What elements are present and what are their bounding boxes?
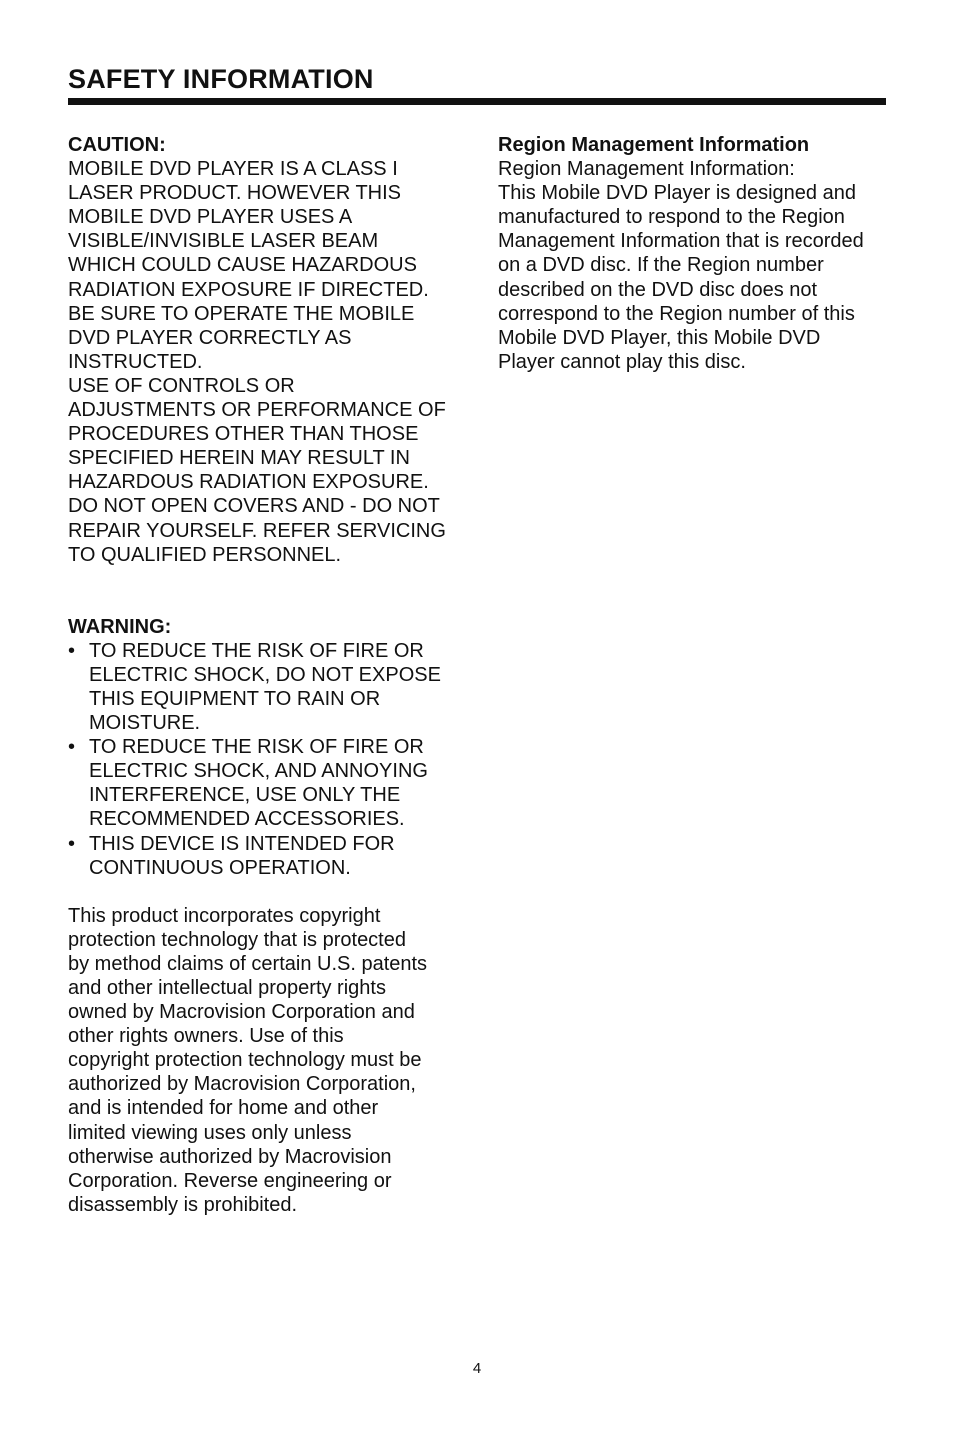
warning-text-line: TO REDUCE THE RISK OF FIRE OR	[89, 639, 424, 662]
caution-section	[68, 133, 468, 567]
copyright-text-line: and is intended for home and other	[68, 1097, 379, 1120]
region-text-line: described on the DVD disc does not	[498, 278, 818, 301]
copyright-text-line: This product incorporates copyright	[68, 904, 381, 927]
left-column	[68, 133, 468, 1217]
region-text-line: This Mobile DVD Player is designed and	[498, 182, 856, 205]
caution-text-line: DVD PLAYER CORRECTLY AS	[68, 326, 352, 349]
warning-list	[68, 639, 468, 880]
copyright-text-line: and other intellectual property rights	[68, 977, 386, 999]
copyright-text-line: owned by Macrovision Corporation and	[68, 1001, 415, 1024]
warning-text-line: TO REDUCE THE RISK OF FIRE OR	[89, 736, 424, 759]
caution-text-line: WHICH COULD CAUSE HAZARDOUS	[68, 254, 417, 277]
region-heading: Region Management Information	[498, 134, 810, 156]
caution-text-line: TO QUALIFIED PERSONNEL.	[68, 543, 342, 566]
caution-text-line: BE SURE TO OPERATE THE MOBILE	[68, 302, 415, 325]
caution-text-line: MOBILE DVD PLAYER USES A	[68, 206, 353, 229]
warning-item	[68, 735, 468, 831]
warning-item	[68, 832, 468, 880]
caution-text-line: SPECIFIED HEREIN MAY RESULT IN	[68, 447, 410, 470]
warning-text-line: CONTINUOUS OPERATION.	[89, 856, 351, 879]
copyright-text-line: by method claims of certain U.S. patents	[68, 952, 428, 975]
warning-text-line: MOISTURE.	[89, 712, 201, 735]
title-rule	[68, 98, 886, 105]
caution-text-line: USE OF CONTROLS OR	[68, 374, 295, 397]
caution-text-line: RADIATION EXPOSURE IF DIRECTED.	[68, 278, 429, 301]
region-text-line: Mobile DVD Player, this Mobile DVD	[498, 326, 821, 349]
region-text-line: manufactured to respond to the Region	[498, 206, 845, 229]
copyright-text-line: disassembly is prohibited.	[68, 1193, 297, 1216]
warning-text-line: THIS EQUIPMENT TO RAIN OR	[89, 687, 381, 710]
caution-text-line: VISIBLE/INVISIBLE LASER BEAM	[68, 230, 379, 253]
region-text-line: Region Management Information:	[498, 158, 795, 181]
bullet-icon: •	[68, 832, 76, 855]
caution-text-line: MOBILE DVD PLAYER IS A CLASS I	[68, 158, 398, 181]
caution-text-line: DO NOT OPEN COVERS AND - DO NOT	[68, 495, 440, 518]
copyright-text-line: otherwise authorized by Macrovision	[68, 1145, 392, 1168]
copyright-text-line: limited viewing uses only unless	[68, 1121, 352, 1144]
right-column	[498, 133, 898, 374]
page-number: 4	[472, 1360, 482, 1377]
copyright-text-line: other rights owners. Use of this	[68, 1025, 344, 1048]
region-text-line: Player cannot play this disc.	[498, 350, 746, 373]
warning-text-line: ELECTRIC SHOCK, AND ANNOYING	[89, 760, 428, 783]
caution-text-line: LASER PRODUCT. HOWEVER THIS	[68, 182, 402, 205]
caution-text-line: PROCEDURES OTHER THAN THOSE	[68, 423, 419, 446]
warning-heading: WARNING:	[68, 615, 172, 638]
region-text-line: correspond to the Region number of this	[498, 302, 855, 325]
region-text-line: Management Information that is recorded	[498, 230, 864, 253]
warning-text-line: ELECTRIC SHOCK, DO NOT EXPOSE	[89, 663, 441, 686]
caution-text-line: REPAIR YOURSELF. REFER SERVICING	[68, 519, 446, 542]
bullet-icon: •	[68, 639, 76, 662]
warning-section	[68, 615, 468, 880]
bullet-icon: •	[68, 736, 76, 759]
caution-text-line: HAZARDOUS RADIATION EXPOSURE.	[68, 471, 429, 494]
region-body	[498, 157, 898, 374]
warning-text-line: RECOMMENDED ACCESSORIES.	[89, 808, 405, 831]
region-text-line: on a DVD disc. If the Region number	[498, 254, 824, 277]
warning-text-line: INTERFERENCE, USE ONLY THE	[89, 784, 401, 807]
copyright-notice	[68, 904, 468, 1217]
caution-heading: CAUTION:	[68, 134, 166, 156]
region-section	[498, 133, 898, 374]
copyright-text-line: Corporation. Reverse engineering or	[68, 1169, 392, 1192]
copyright-text-line: protection technology that is protected	[68, 928, 406, 951]
warning-item	[68, 639, 468, 735]
caution-text-line: INSTRUCTED.	[68, 350, 203, 373]
copyright-text-line: authorized by Macrovision Corporation,	[68, 1073, 416, 1096]
warning-text-line: THIS DEVICE IS INTENDED FOR	[89, 832, 395, 855]
caution-body	[68, 157, 468, 567]
page-title: SAFETY INFORMATION	[68, 64, 374, 94]
caution-text-line: ADJUSTMENTS OR PERFORMANCE OF	[68, 399, 446, 422]
copyright-text-line: copyright protection technology must be	[68, 1049, 422, 1072]
